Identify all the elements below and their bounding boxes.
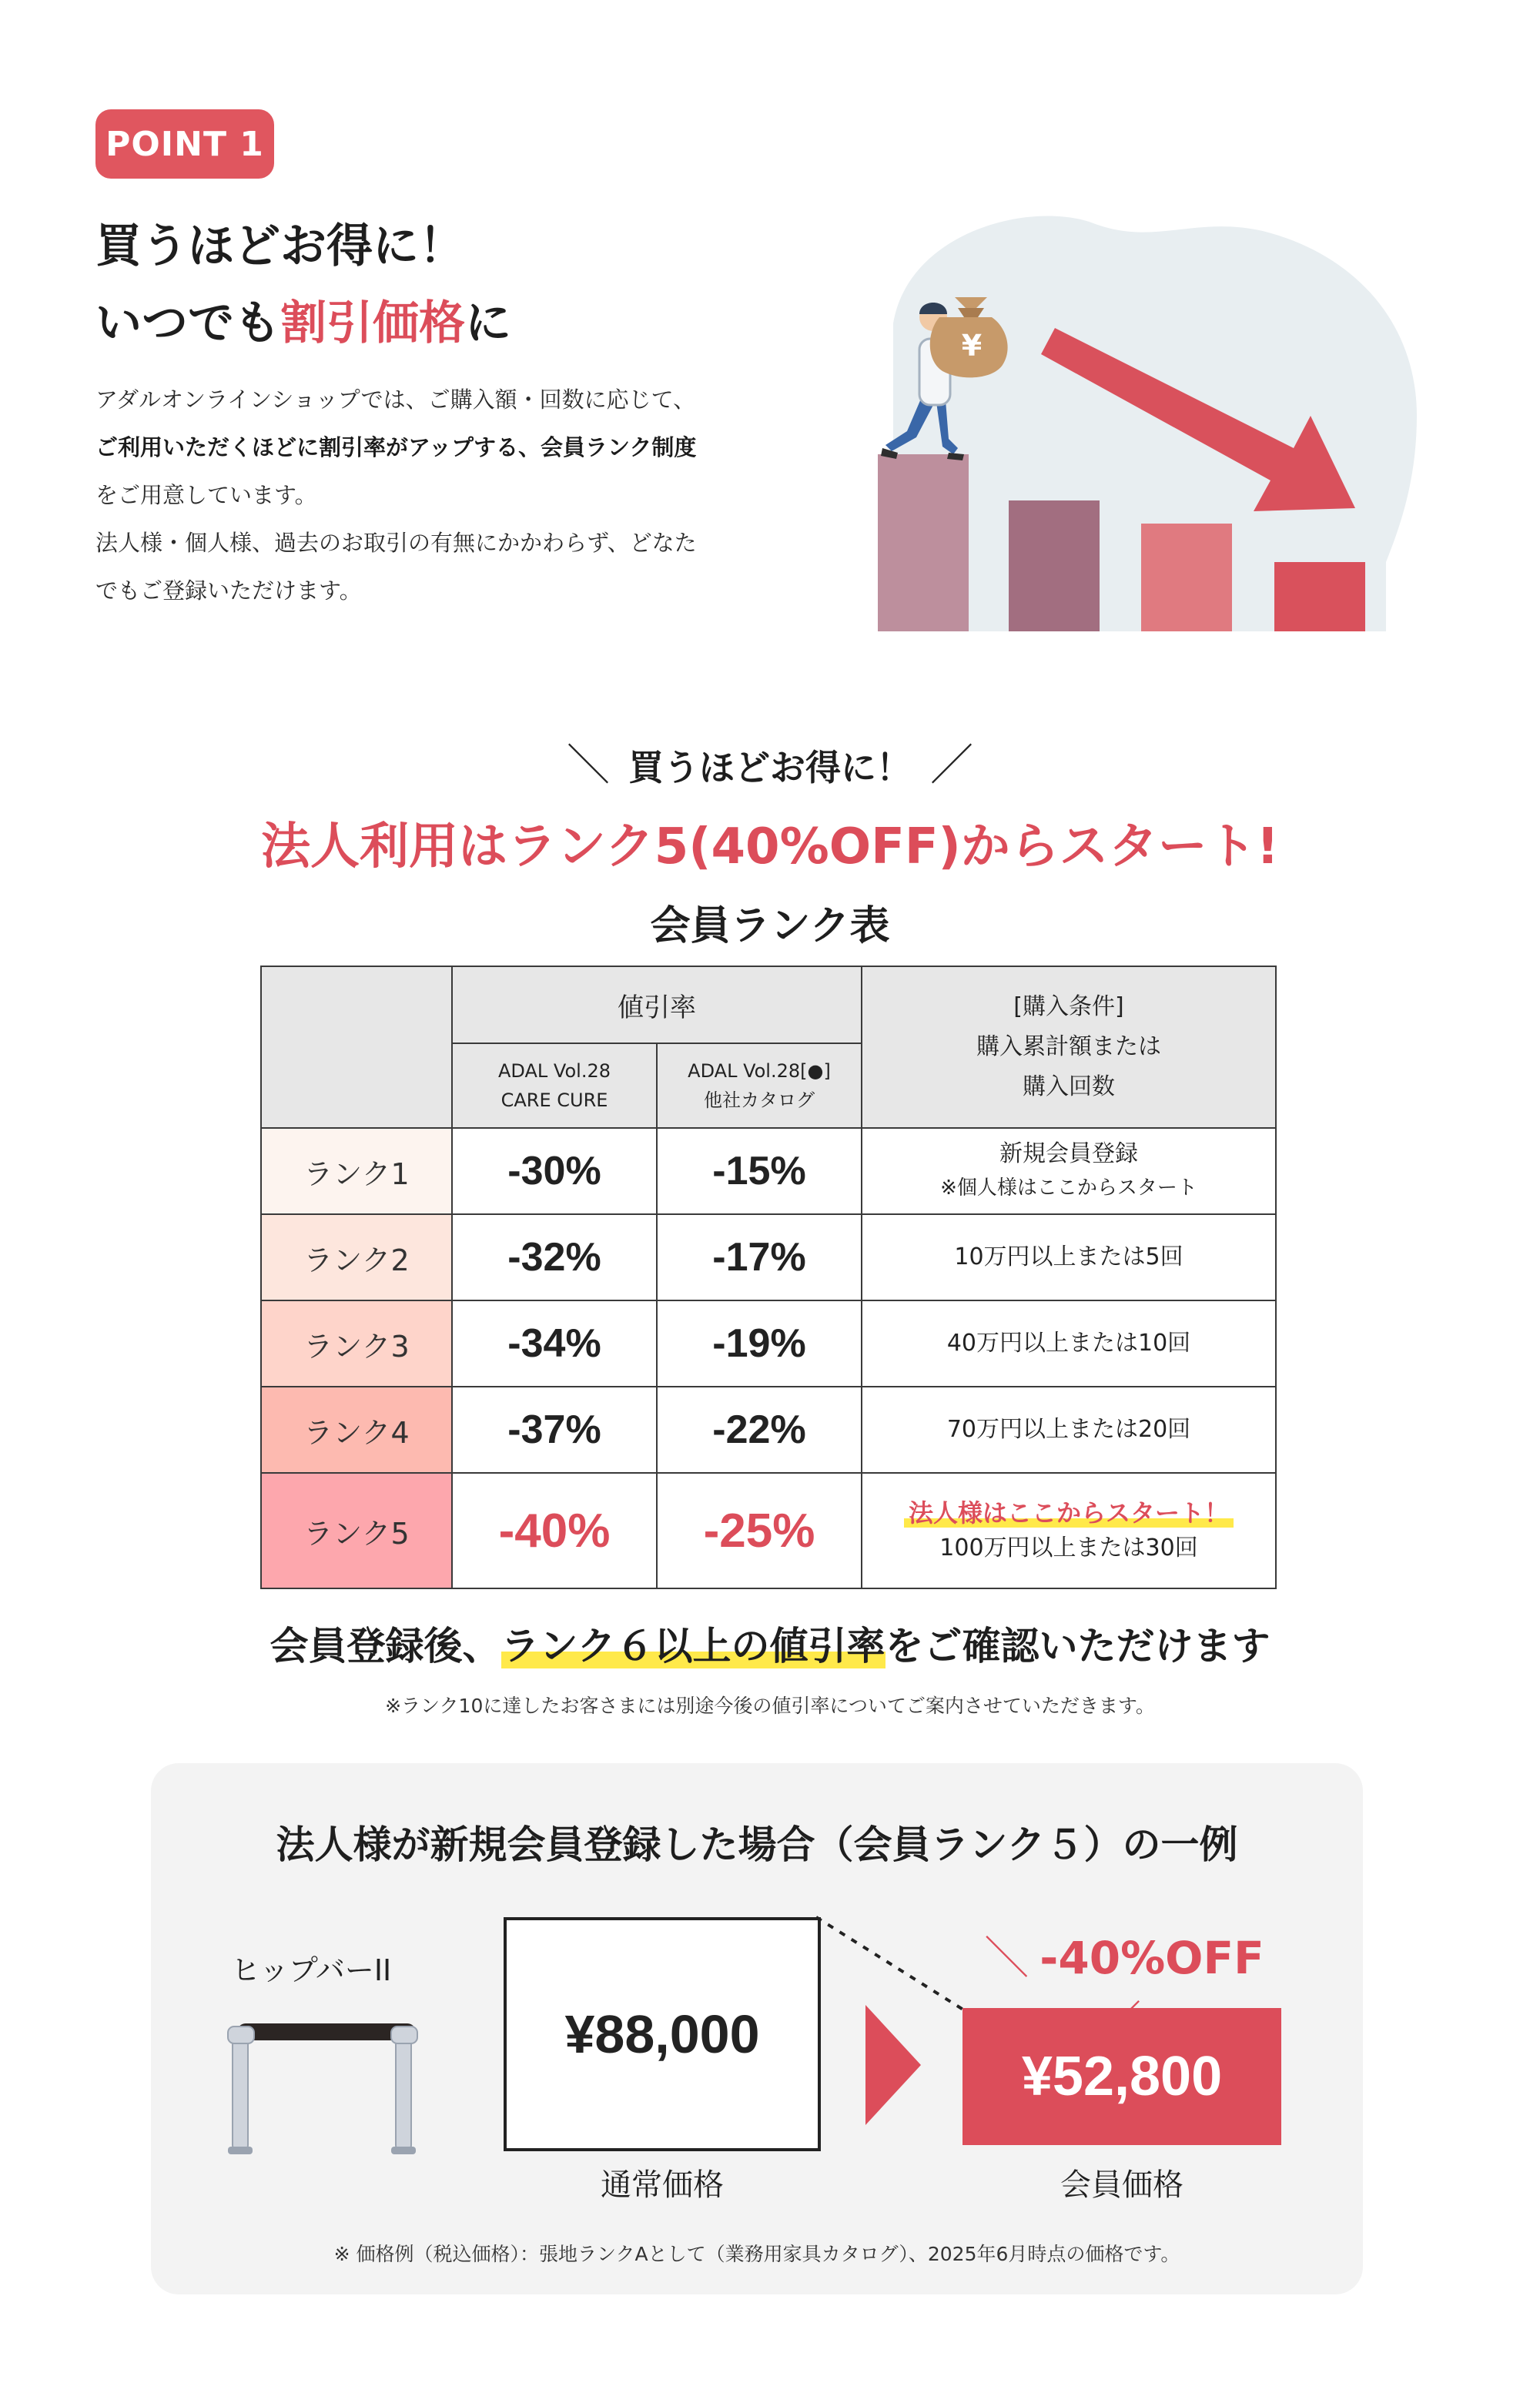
rate-other: -15% [657, 1128, 862, 1214]
table-row [261, 1300, 1276, 1387]
intro-line: アダルオンラインショップでは、ご購入額・回数に応じて、 [95, 387, 696, 413]
rank-label: ランク2 [261, 1214, 452, 1300]
regular-price-caption: 通常価格 [601, 2167, 724, 2203]
catch-text: 買うほどお得に！ [628, 747, 912, 788]
page-headline [95, 208, 511, 362]
condition-cell: 新規会員登録 ※個人様はここからスタート [862, 1128, 1276, 1214]
rate-adal: -30% [452, 1128, 657, 1214]
slash-right: ／ [930, 741, 973, 791]
rate-other: -17% [657, 1214, 862, 1300]
headline-accent: 割引価格 [280, 296, 465, 350]
member-price-box: ¥52,800 [962, 2008, 1281, 2145]
rate-other: -25% [657, 1473, 862, 1588]
table-row [261, 1387, 1276, 1473]
intro-line: をご用意しています。 [95, 482, 317, 508]
condition-cell: 40万円以上または10回 [862, 1300, 1276, 1387]
confirm-message: 会員登録後、ランク６以上の値引率をご確認いただけます [270, 1624, 1270, 1668]
table-title: 会員ランク表 [650, 903, 890, 949]
confirm-highlight: ランク６以上の値引率 [500, 1624, 886, 1668]
rate-other: -22% [657, 1387, 862, 1473]
rank-table [260, 966, 1277, 1589]
rate-adal: -40% [452, 1473, 657, 1588]
intro-text [95, 376, 812, 614]
headline-line-1: 買うほどお得に！ [95, 219, 465, 273]
rank-label: ランク1 [261, 1128, 452, 1214]
example-title: 法人様が新規会員登録した場合（会員ランク５）の一例 [276, 1822, 1238, 1867]
off-value: -40%OFF [1040, 1932, 1264, 1984]
table-row [261, 1214, 1276, 1300]
rate-adal: -37% [452, 1387, 657, 1473]
rate-other: -19% [657, 1300, 862, 1387]
discount-illustration [862, 200, 1424, 639]
header-col-adal: ADAL Vol.28 CARE CURE [452, 1043, 657, 1128]
hip-bar-product-image [225, 2000, 431, 2164]
intro-bold-line: ご利用いただくほどに割引率がアップする、会員ランク制度 [95, 434, 697, 460]
regular-price-box: ¥88,000 [504, 1917, 821, 2151]
rank-label: ランク4 [261, 1387, 452, 1473]
header-condition: [購入条件] 購入累計額または 購入回数 [862, 966, 1276, 1128]
header-empty-cell [261, 966, 452, 1128]
rank-label: ランク3 [261, 1300, 452, 1387]
headline-line-2: いつでも割引価格に [95, 296, 511, 350]
slash-left: ＼ [567, 741, 610, 791]
condition-note: ※個人様はここからスタート [940, 1176, 1197, 1200]
header-col-other: ADAL Vol.28[●] 他社カタログ [657, 1043, 862, 1128]
rank-label: ランク5 [261, 1473, 452, 1588]
intro-line: でもご登録いただけます。 [95, 577, 362, 604]
lead-text: 法人利用はランク5(40%OFF)からスタート! [261, 818, 1279, 875]
rate-adal: -34% [452, 1300, 657, 1387]
yen-symbol: ¥ [961, 329, 983, 363]
condition-cell: 10万円以上または5回 [862, 1214, 1276, 1300]
confirm-note: ※ランク10に達したお客さまには別途今後の値引率についてご案内させていただきます。 [385, 1695, 1155, 1717]
header-discount: 値引率 [452, 966, 862, 1043]
table-row [261, 1128, 1276, 1214]
intro-line: 法人様・個人様、過去のお取引の有無にかかわらず、どなた [95, 530, 697, 556]
product-name: ヒップバーII [231, 1953, 392, 1987]
point-badge: POINT 1 [95, 109, 274, 179]
condition-cell: 70万円以上または20回 [862, 1387, 1276, 1473]
price-footnote: ※ 価格例（税込価格）：張地ランクAとして（業務用家具カタログ）、2025年6月時点の価格です。 [333, 2243, 1180, 2265]
bar-1 [878, 454, 969, 631]
member-price-caption: 会員価格 [1060, 2167, 1183, 2203]
catch-copy [0, 731, 1540, 793]
table-row [261, 1473, 1276, 1588]
bar-4 [1274, 562, 1365, 631]
discount-off-label: ＼ -40%OFF [984, 1932, 1264, 1984]
condition-cell: 法人様はここからスタート！ 100万円以上または30回 [862, 1473, 1276, 1588]
rate-adal: -32% [452, 1214, 657, 1300]
bar-2 [1009, 500, 1100, 631]
bar-3 [1141, 524, 1232, 631]
arrow-right-icon [865, 2005, 921, 2125]
corporate-start-highlight: 法人様はここからスタート！ [904, 1498, 1234, 1528]
